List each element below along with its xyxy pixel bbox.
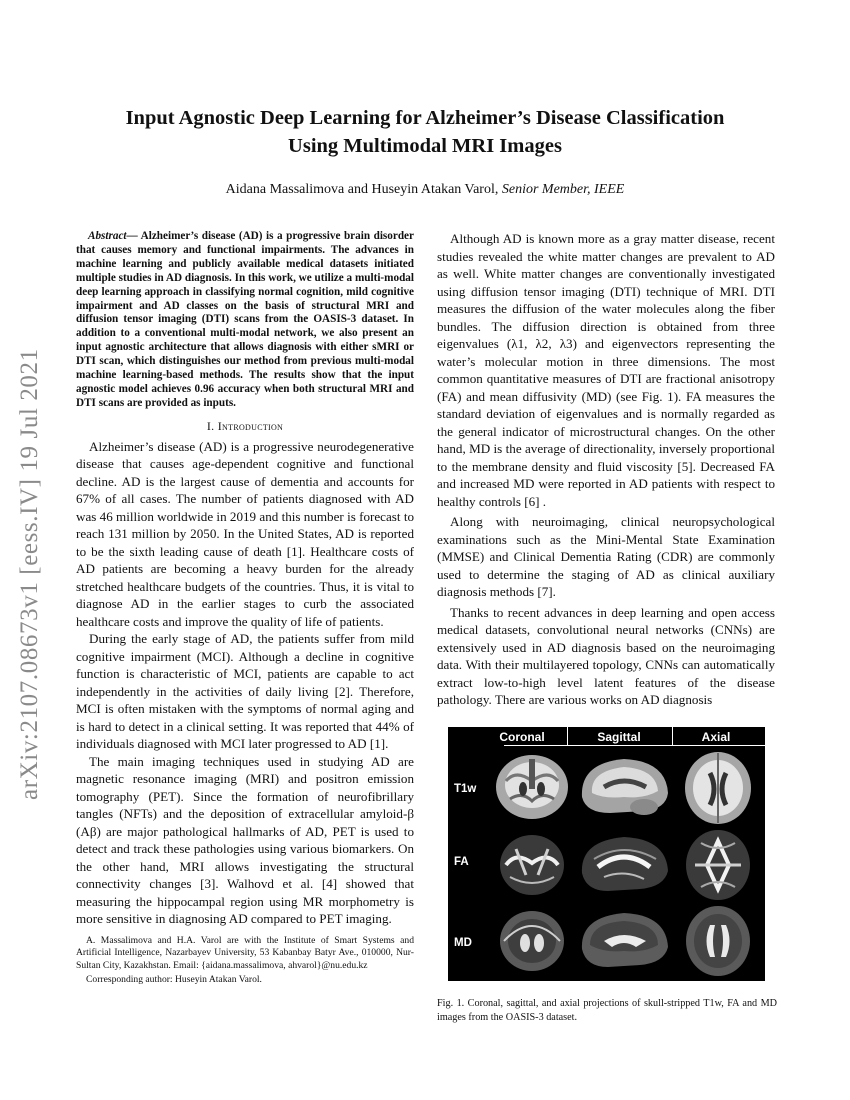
abstract	[76, 230, 414, 411]
paper-title	[60, 104, 790, 160]
section-numeral: I.	[206, 418, 218, 433]
md-axial-image	[681, 903, 755, 979]
row-label-md: MD	[454, 937, 472, 949]
t1w-sagittal-image	[574, 753, 674, 823]
abstract-text: — Alzheimer’s disease (AD) is a progressive brain disorder that causes memory and functional impairments. The advances in machine learning and publicly available medical datasets initiated multiple studies in AD diagnosis. In this work, we utilize a multi-modal deep learning approach in classifying normal cognition, mild cognitive impairment and AD classes on the basis of structural MRI and diffusion tensor imaging (DTI) scans from the OASIS-3 dataset. In addition to a conventional multi-modal network, we also present an input agnostic architecture that allows diagnosis with either sMRI or DTI scan, which distinguishes our method from previous multi-modal machine learning-based methods. The results show that the input agnostic model achieves 0.96 accuracy when both structural MRI and DTI scans are provided as inputs.	[76, 230, 414, 409]
author-role: Senior Member, IEEE	[501, 182, 625, 197]
intro-paragraph-3: The main imaging techniques used in studying AD are magnetic resonance imaging (MRI) and positron emission tomography (PET). Since the formation of neurofibrillary tangles (NFTs) and the deposition of extracellular amyloid-β (Aβ) are major pathological hallmarks of AD, PET is used to detect and track these pathologies using various biomarkers. On the other hand, MRI allows investigating the structural connectivity changes [3]. Walhovd et al. [4] showed that measuring the hippocampal region using MR morphometry is more sensitive in diagnosing AD compared to PET imaging.	[76, 753, 414, 927]
column-header-coronal: Coronal	[499, 730, 545, 744]
intro-paragraph-2: During the early stage of AD, the patients suffer from mild cognitive impairment (MCI). Although a decline in cognitive function is characteristic of MCI, patients are capable to act independently in the activities of daily living [2]. Therefore, MCI is often mistaken with the symptoms of normal aging and is hard to detect in a clinical setting. It was reported that 44% of individuals diagnosed with MCI later progressed to AD [1].	[76, 631, 414, 752]
right-paragraph-1: Although AD is known more as a gray matter disease, recent studies revealed the white matter changes are prevalent to AD as well. White matter changes are conventionally investigated using diffusion tensor imaging (DTI) technique of MRI. DTI measures the diffusion of the water molecules along the fiber bundles. The diffusion direction is obtained from three eigenvalues (λ1, λ2, λ3) and eigenvectors representing the water’s molecular motion in three dimensions. The most common quantitative measures of DTI are fractional anisotropy (FA) and mean diffusivity (MD) (see Fig. 1). FA measures the standard deviation of eigenvalues and is normally regarded as the general indicator of microstructural changes. On the other hand, MD is the average of directionality, inversely proportional to the membrane density and fluid viscosity [5]. Decreased FA and increased MD were reported in AD patients with respect to healthy controls [6] .	[437, 231, 775, 509]
right-paragraph-2: Along with neuroimaging, clinical neuropsychological examinations such as the Mini-Mental State Examination (MMSE) and Clinical Dementia Rating (CDR) are commonly used to determine the staging of AD as clinical auxiliary diagnosis methods [7].	[437, 514, 775, 599]
abstract-label: Abstract	[88, 230, 127, 242]
figure-header-divider	[504, 745, 765, 746]
corresponding-author-footnote: Corresponding author: Huseyin Atakan Varol.	[86, 974, 262, 985]
title-line-2: Using Multimodal MRI Images	[288, 135, 562, 157]
md-sagittal-image	[574, 909, 674, 975]
figure-1-mri-grid	[448, 727, 765, 981]
row-label-t1w: T1w	[454, 783, 477, 795]
fa-sagittal-image	[574, 833, 674, 899]
author-names: Aidana Massalimova and Huseyin Atakan Varol,	[225, 182, 502, 197]
column-header-sagittal: Sagittal	[597, 730, 641, 744]
fa-coronal-image	[496, 831, 568, 899]
t1w-coronal-image	[492, 751, 572, 823]
right-paragraph-3: Thanks to recent advances in deep learning and open access medical datasets, convolutional neural networks (CNNs) are extensively used in AD diagnosis based on the neuroimaging data. With their multilayered topology, CNNs can automatically extract low-to-high level latent features of the disease pathology. There are various works on AD diagnosis	[437, 604, 775, 707]
title-line-1: Input Agnostic Deep Learning for Alzheimer’s Disease Classification	[125, 107, 725, 129]
figure-1-caption: Fig. 1. Coronal, sagittal, and axial projections of skull-stripped T1w, FA and MD images from the OASIS-3 dataset.	[437, 998, 777, 1023]
affiliation-footnote: A. Massalimova and H.A. Varol are with the Institute of Smart Systems and Artificial Intelligence, Nazarbayev University, 53 Kabanbay Batyr Ave., 010000, Nur-Sultan City, Kazakhstan. Email: {aidana.massalimova, ahvarol}@nu.edu.kz	[76, 934, 414, 971]
column-header-axial: Axial	[701, 730, 731, 744]
fa-axial-image	[681, 827, 755, 903]
section-title: Introduction	[217, 418, 284, 433]
intro-paragraph-1: Alzheimer’s disease (AD) is a progressive neurodegenerative disease that causes age-dependent cognitive and functional decline. AD is the largest cause of dementia and accounts for 67% of all cases. The number of patients diagnosed with AD was 46 million worldwide in 2019 and this number is forecast to reach 131 million by 2050. In the United States, AD is reported to be the sixth leading cause of death [1]. Healthcare costs of AD patients are becoming a heavy burden for the already stretched healthcare budgets of the countries. Thus, it is vital to diagnose AD in the earlier stages to curb the associated healthcare costs and improve the quality of life of patients.	[76, 438, 414, 629]
row-label-fa: FA	[454, 856, 469, 868]
md-coronal-image	[496, 907, 568, 975]
arxiv-side-stamp: arXiv:2107.08673v1 [eess.IV] 19 Jul 2021	[16, 348, 43, 800]
t1w-axial-image	[680, 749, 756, 827]
right-column	[437, 230, 775, 709]
author-line	[60, 182, 790, 198]
section-heading-introduction	[76, 419, 414, 434]
footnote-separator	[76, 928, 414, 929]
left-column	[76, 230, 414, 986]
